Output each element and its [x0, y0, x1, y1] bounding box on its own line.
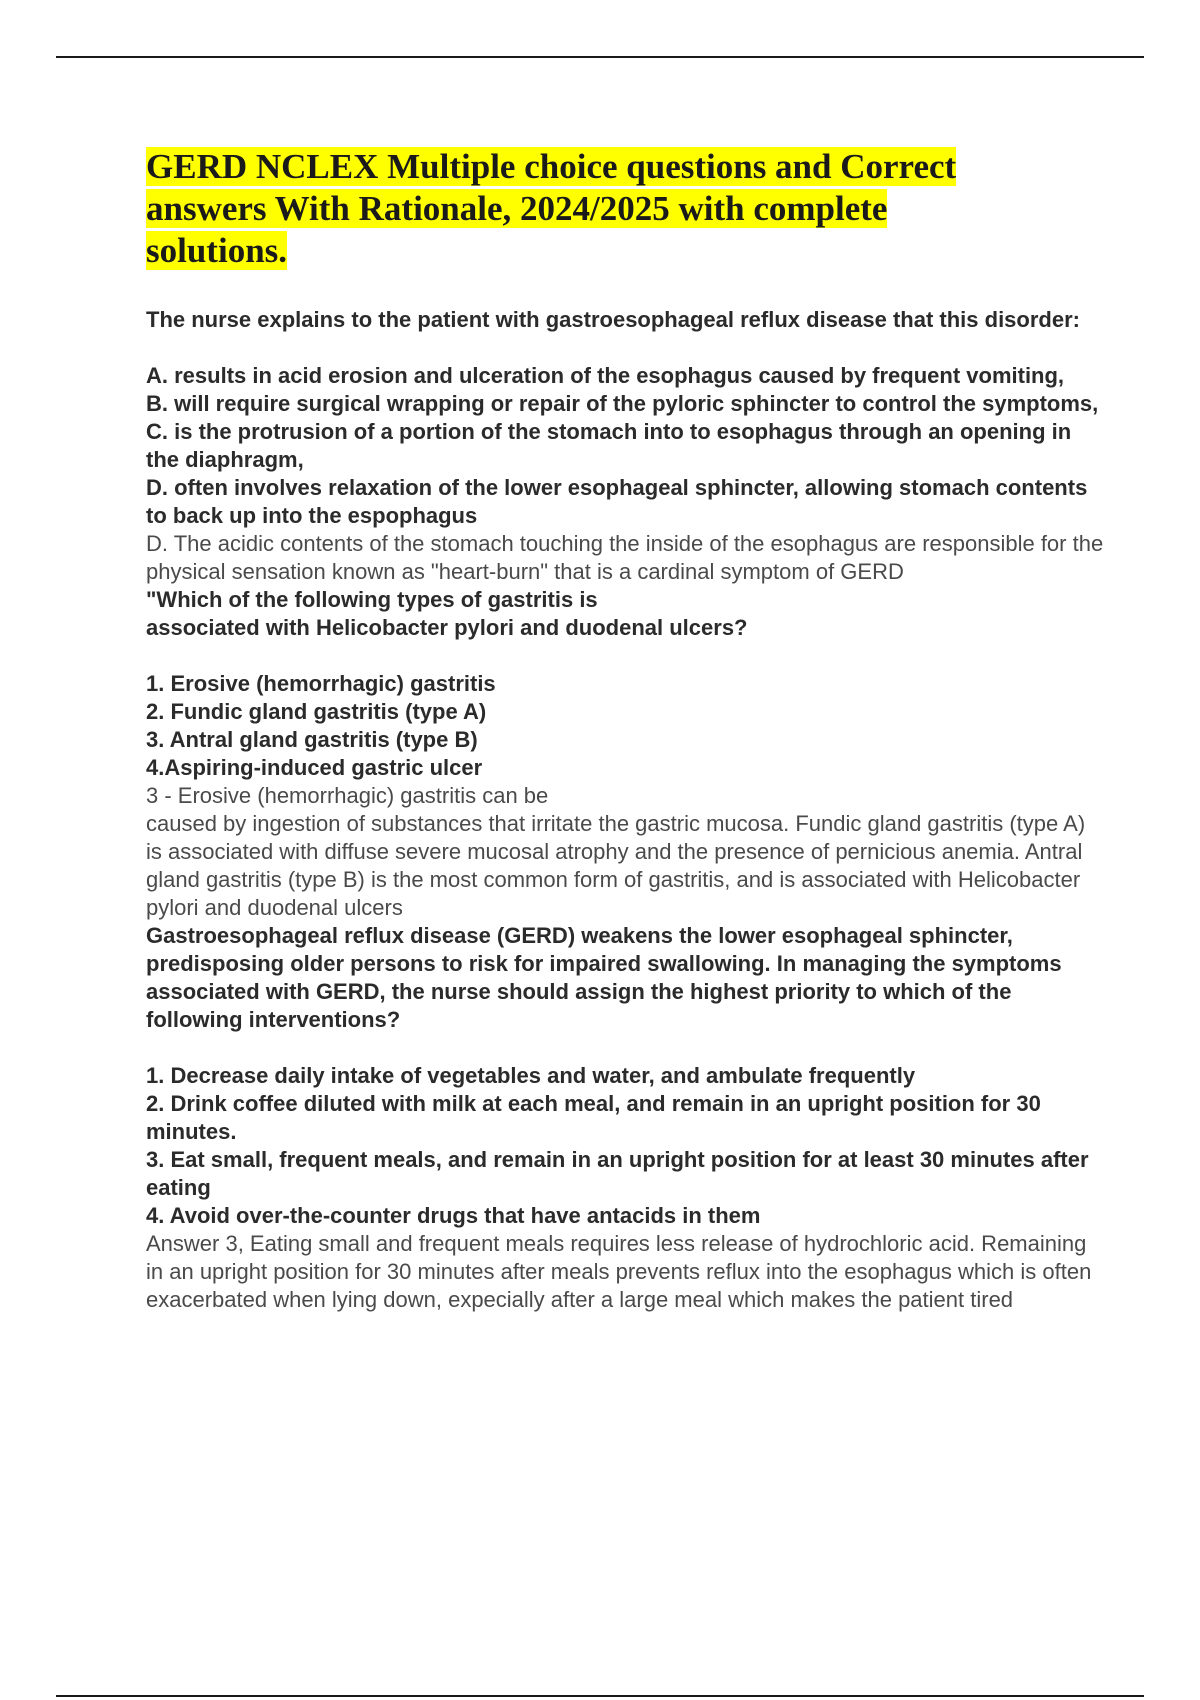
answer-rationale-rest: caused by ingestion of substances that irritate the gastric mucosa. Fundic gland gastritis (type A) is associated with diffuse severe mucosal atrophy and the presence of pernicious anemia. Antral gland gastritis (type B) is the most common form of gastritis, and is associated with Helicobacter pylori and duodenal ulcers — [146, 811, 1086, 920]
answer-rationale-line-1: 3 - Erosive (hemorrhagic) gastritis can be — [146, 783, 549, 808]
answer-rationale: D. The acidic contents of the stomach touching the inside of the esophagus are responsible for the physical sensation known as "heart-burn" that is a cardinal symptom of GERD — [146, 531, 1104, 584]
question-block-3 — [146, 922, 1106, 1314]
answer-option-a: A. results in acid erosion and ulceration of the esophagus caused by frequent vomiting, — [146, 363, 1065, 388]
highlighted-title-text: GERD NCLEX Multiple choice questions and Correct answers With Rationale, 2024/2025 with complete solutions. — [146, 147, 957, 270]
question-block-1 — [146, 306, 1106, 586]
bottom-divider — [56, 1695, 1144, 1697]
answer-rationale: Answer 3, Eating small and frequent meals requires less release of hydrochloric acid. Remaining in an upright position for 30 minutes after meals prevents reflux into the esophagus which is often exacerbated when lying down, expecially after a large meal which makes the patient tired — [146, 1231, 1092, 1312]
question-text: The nurse explains to the patient with gastroesophageal reflux disease that this disorder: — [146, 307, 1080, 332]
document-title — [146, 146, 1026, 272]
question-text: Gastroesophageal reflux disease (GERD) weakens the lower esophageal sphincter, predisposing older persons to risk for impaired swallowing. In managing the symptoms associated with GERD, the nurse should assign the highest priority to which of the following interventions? — [146, 923, 1062, 1032]
answer-option-3: 3. Eat small, frequent meals, and remain in an upright position for at least 30 minutes after eating — [146, 1147, 1089, 1200]
answer-option-4: 4. Avoid over-the-counter drugs that have antacids in them — [146, 1203, 761, 1228]
answer-option-c: C. is the protrusion of a portion of the stomach into to esophagus through an opening in the diaphragm, — [146, 419, 1072, 472]
answer-option-4: 4.Aspiring-induced gastric ulcer — [146, 755, 483, 780]
answer-option-d: D. often involves relaxation of the lower esophageal sphincter, allowing stomach contents to back up into the espophagus — [146, 475, 1088, 528]
question-text-line-1: "Which of the following types of gastritis is — [146, 587, 598, 612]
answer-option-2: 2. Drink coffee diluted with milk at each meal, and remain in an upright position for 30 minutes. — [146, 1091, 1041, 1144]
document-body — [146, 146, 1106, 1314]
top-divider — [56, 56, 1144, 58]
question-text-line-2: associated with Helicobacter pylori and duodenal ulcers? — [146, 615, 748, 640]
answer-option-b: B. will require surgical wrapping or repair of the pyloric sphincter to control the symptoms, — [146, 391, 1099, 416]
answer-option-3: 3. Antral gland gastritis (type B) — [146, 727, 478, 752]
question-block-2 — [146, 586, 1106, 922]
answer-option-1: 1. Decrease daily intake of vegetables and water, and ambulate frequently — [146, 1063, 916, 1088]
answer-option-1: 1. Erosive (hemorrhagic) gastritis — [146, 671, 496, 696]
answer-option-2: 2. Fundic gland gastritis (type A) — [146, 699, 487, 724]
